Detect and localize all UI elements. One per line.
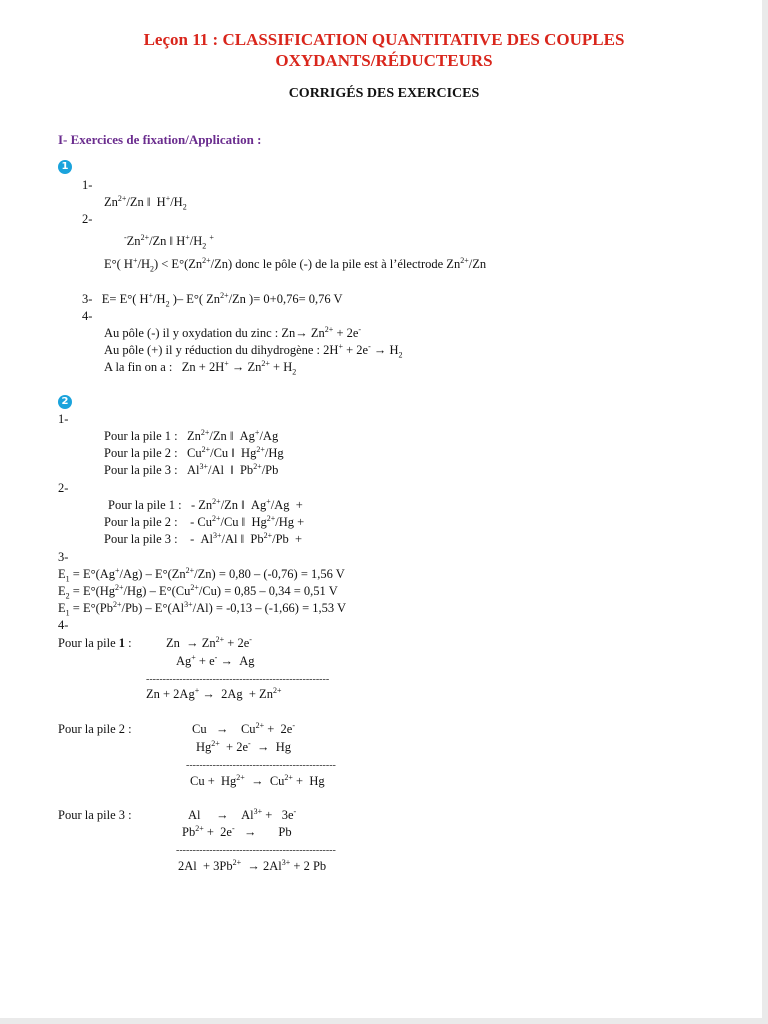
- ex1-q3-line: 3- E= E°( $H^+/H_2$ )– E°( $Zn^{2+}/Zn$ )= 0+0,76= 0,76 V: [82, 290, 343, 309]
- section-title: I- Exercices de fixation/Application :: [58, 132, 262, 147]
- ex2-q1-pile3: Pour la pile 3 : $Al^{3+}/Al$ ǁ $Pb^{2+}/Pb$: [104, 461, 279, 477]
- exercise-1-badge: 1: [58, 160, 72, 174]
- ex2-q4-pile1-label: Pour la pile 1 :: [58, 636, 132, 650]
- ex2-q3-e2: $E_2 = E^\circ(Hg^{2+}/Hg) - E^\circ(Cu^{2+}/Cu) = 0,85 - 0,34 = 0,51$ V: [58, 582, 338, 601]
- ex2-q2-number: 2-: [58, 481, 69, 495]
- ex2-q4-pile1-overall: $Zn + 2Ag^+ \to 2Ag + Zn^{2+}$: [146, 685, 282, 701]
- ex2-q4-pile3-reduction: $Pb^{2+} + 2e^-$ → Pb: [182, 823, 292, 839]
- ex2-q1-pile1: Pour la pile 1 : $Zn^{2+}/Zn$ ǁ Ag+/Ag: [104, 427, 279, 443]
- ex2-q4-pile2-overall: $Cu + Hg^{2+} \to Cu^{2+} + Hg$: [190, 772, 325, 788]
- ex2-q1-pile2: Pour la pile 2 : $Cu^{2+}/Cu$ ǁ $Hg^{2+}/Hg$: [104, 444, 284, 460]
- ex2-q1-number: 1-: [58, 412, 69, 426]
- ex1-q2-cell: $^-Zn^{2+}/Zn$ ǁ $H^+/H_2$ +: [124, 232, 214, 251]
- ex2-q4-pile3-label: Pour la pile 3 :: [58, 808, 132, 822]
- ex1-q4-reduction: Au pôle (+) il y réduction du dihydrogène : $2H^+ + 2e^- \to H_2$: [104, 341, 403, 360]
- exercise-2-badge: 2: [58, 395, 72, 409]
- ex2-q4-pile1-oxidation: $Zn \to Zn^{2+} + 2e^-$: [166, 634, 252, 650]
- ex2-q4-pile1-divider: -------------------------------------------------------: [146, 674, 330, 685]
- ex1-q2-number: 2-: [82, 212, 93, 226]
- ex2-q4-pile3-overall: $2Al + 3Pb^{2+} \to 2Al^{3+} + 2$ Pb: [178, 857, 327, 873]
- corrections-subtitle: CORRIGÉS DES EXERCICES: [288, 86, 480, 101]
- ex2-q4-pile2-oxidation: Cu → $Cu^{2+} + 2e^-$: [192, 720, 295, 736]
- ex2-q2-pile1: Pour la pile 1 : - $Zn^{2+}/Zn$ ǁ Ag+/Ag +: [108, 496, 303, 512]
- ex2-q2-pile3: Pour la pile 3 : - $Al^{3+}/Al$ ǁ $Pb^{2+}/Pb$ +: [104, 530, 303, 546]
- ex1-q2-comparison: E°( $H^+/H_2) < E^\circ(Zn^{2+}/Zn)$ donc le pôle (-) de la pile est à l’électrode $Zn^{2+}/Zn$: [104, 255, 487, 274]
- ex2-q3-e1: $E_1 = E^\circ(Ag^+/Ag) - E^\circ(Zn^{2+}/Zn) = 0,80 - (-0,76) = 1,56$ V: [58, 565, 345, 584]
- ex2-q4-pile2-label: Pour la pile 2 :: [58, 722, 132, 736]
- ex1-q1-cell: $Zn^{2+}/Zn$ ǁ $H^+/H_2$: [104, 193, 187, 212]
- ex2-q4-pile3-divider: ------------------------------------------------: [176, 845, 336, 856]
- ex2-q4-pile2-reduction: $Hg^{2+} + 2e^- \to Hg$: [196, 738, 291, 754]
- ex2-q3-e3: $E_1 = E^\circ(Pb^{2+}/Pb) - E^\circ(Al^{3+}/Al) = -0,13 - (-1,66) = 1,53$ V: [58, 599, 347, 618]
- ex1-q1-number: 1-: [82, 178, 93, 192]
- lesson-title-line2: OXYDANTS/RÉDUCTEURS: [275, 51, 493, 70]
- ex2-q2-pile2: Pour la pile 2 : - $Cu^{2+}/Cu$ ǁ $Hg^{2+}/Hg$ +: [104, 513, 305, 529]
- ex2-q3-number: 3-: [58, 550, 69, 564]
- ex2-q4-pile2-divider: ---------------------------------------------: [186, 760, 336, 771]
- ex2-q4-number: 4-: [58, 618, 69, 632]
- ex2-q4-pile1-reduction: Ag+ + e- → Ag: [176, 652, 255, 668]
- lesson-title-line1: Leçon 11 : CLASSIFICATION QUANTITATIVE DES COUPLES: [143, 30, 625, 49]
- ex2-q4-pile3-oxidation: Al → $Al^{3+} + 3e^-$: [188, 806, 297, 822]
- ex1-q4-number: 4-: [82, 309, 93, 323]
- ex1-q4-overall: A la fin on a : $Zn + 2H^+ \to Zn^{2+} + H_2$: [104, 358, 297, 377]
- ex1-q4-oxidation: Au pôle (-) il y oxydation du zinc : $Zn\to Zn^{2+} + 2e^-$: [104, 324, 362, 340]
